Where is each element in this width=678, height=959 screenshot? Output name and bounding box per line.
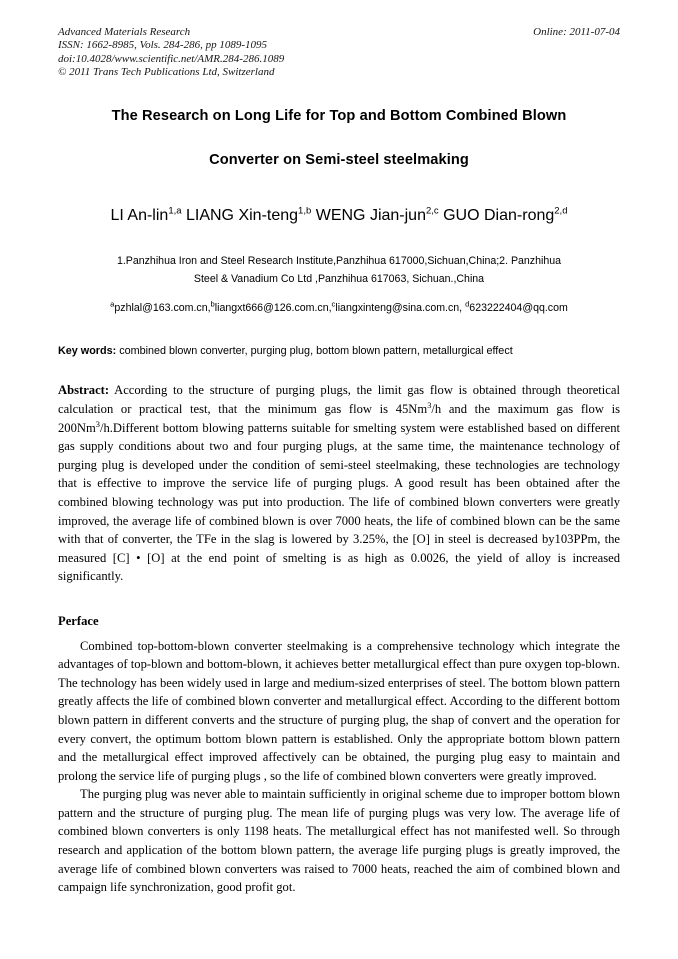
email-address-d[interactable]: 623222404@qq.com [469,302,568,315]
doi-line: doi:10.4028/www.scientific.net/AMR.284-286.1089 [58,52,285,65]
journal-name: Advanced Materials Research [58,26,191,38]
email-marker-d: d [465,299,470,309]
page-title [58,108,620,170]
author-1-name: LI An-lin [110,206,169,224]
body-paragraph-2: The purging plug was never able to maintain sufficiently in original scheme due to improper bottom blown pattern and the structure of purging plug. The mean life of purging plugs was very low. The average life of combined blown converters is only 1198 heats. The metallurgical effect has not manifested well. So through research and application of the bottom blown pattern, the average life purging plugs is greatly improved, the average life of combined blown converters was raised to 7000 heats, reached the aim of combined blown and campaign life synchronization, good profit got. [58,787,620,895]
author-3-affil-marker: 2,c [425,205,439,217]
keywords-value: combined blown converter, purging plug, bottom blown pattern, metallurgical effect [116,345,513,358]
author-2-name: LIANG Xin-teng [185,206,299,224]
keywords-block [58,343,620,359]
email-marker-b: b [210,299,215,309]
abstract-text-part-1: According to the structure of purging plugs, the limit gas flow is obtained through theoretical calculation or practical test, that the minimum gas flow is 45Nm [58,383,620,417]
affiliation-line-2: Steel & Vanadium Co Ltd ,Panzhihua 617063, Sichuan.,China [193,273,485,286]
abstract-text-part-2: /h and the maximum gas flow is 200Nm [58,402,620,435]
email-marker-c: c [331,299,336,309]
email-address-a[interactable]: pzhlal@163.com.cn, [114,302,211,315]
author-4-affil-marker: 2,d [554,205,568,217]
email-block [58,300,620,316]
abstract-block [58,381,620,586]
email-marker-a: a [110,299,115,309]
author-1-affil-marker: 1,a [168,205,182,217]
email-address-c[interactable]: liangxinteng@sina.com.cn, [335,302,466,315]
title-line-1: The Research on Long Life for Top and Bottom Combined Blown [111,107,567,124]
keywords-label: Key words: [58,345,117,358]
abstract-text-part-3: /h.Different bottom blowing patterns suitable for smelting system were established based on different gas supply conditions about two and four purging plugs, at the same time, the maintenance technology of purging plug is developed under the condition of semi-steel steelmaking, these technologies are technology that is effective to improve the service life of purging plugs. A good result has been obtained after the combined blowing technology was put into production. The life of combined blown converters were greatly improved, the average life of combined blown is over 7000 heats, the life of combined blown can be the same with that of converter, the TFe in the slag is lowered by 3.25%, the [O] in steel is decreased by103PPm, the measured [C] • [O] at the end point of smelting is as high as 0.0026, the yield of alloy is increased significantly. [58,420,620,584]
title-line-2: Converter on Semi-steel steelmaking [209,152,469,169]
copyright-line: © 2011 Trans Tech Publications Ltd, Switzerland [58,66,275,79]
abstract-superscript-1: 3 [427,400,432,410]
email-address-b[interactable]: liangxt666@126.com.cn, [214,302,332,315]
author-3-name: WENG Jian-jun [315,206,426,224]
affiliation-block [58,252,620,288]
author-4-name: GUO Dian-rong [443,206,555,224]
author-2-affil-marker: 1,b [298,205,312,217]
issn-volume-pages: ISSN: 1662-8985, Vols. 284-286, pp 1089-1095 [58,39,267,52]
abstract-superscript-2: 3 [95,419,100,429]
abstract-label: Abstract: [58,383,110,398]
masthead [58,26,620,80]
body-paragraph-1: Combined top-bottom-blown converter steelmaking is a comprehensive technology which integrate the advantages of top-blown and bottom-blown, it achieves better metallurgical effect than pure oxygen top-blown. The technology has been widely used in large and medium-sized enterprises of steel. The bottom blown pattern greatly affects the life of combined blown converter and metallurgical effect. According to the different bottom blown pattern in different converts and the structure of purging plug, the shap of convert and the operation for every convert, the optimum bottom blown pattern is established. Only the appropriate bottom blown pattern and the metallurgical effect improved affectively can be obtained, the purging plug easy to maintain and prolong the service life of purging plugs , so the life of combined blown converters were greatly improved. [58,638,620,783]
section-heading-perface: Perface [58,613,99,628]
author-list [58,206,620,227]
affiliation-line-1: 1.Panzhihua Iron and Steel Research Institute,Panzhihua 617000,Sichuan,China;2. Panzhihua [116,255,562,268]
online-date: Online: 2011-07-04 [533,26,620,38]
